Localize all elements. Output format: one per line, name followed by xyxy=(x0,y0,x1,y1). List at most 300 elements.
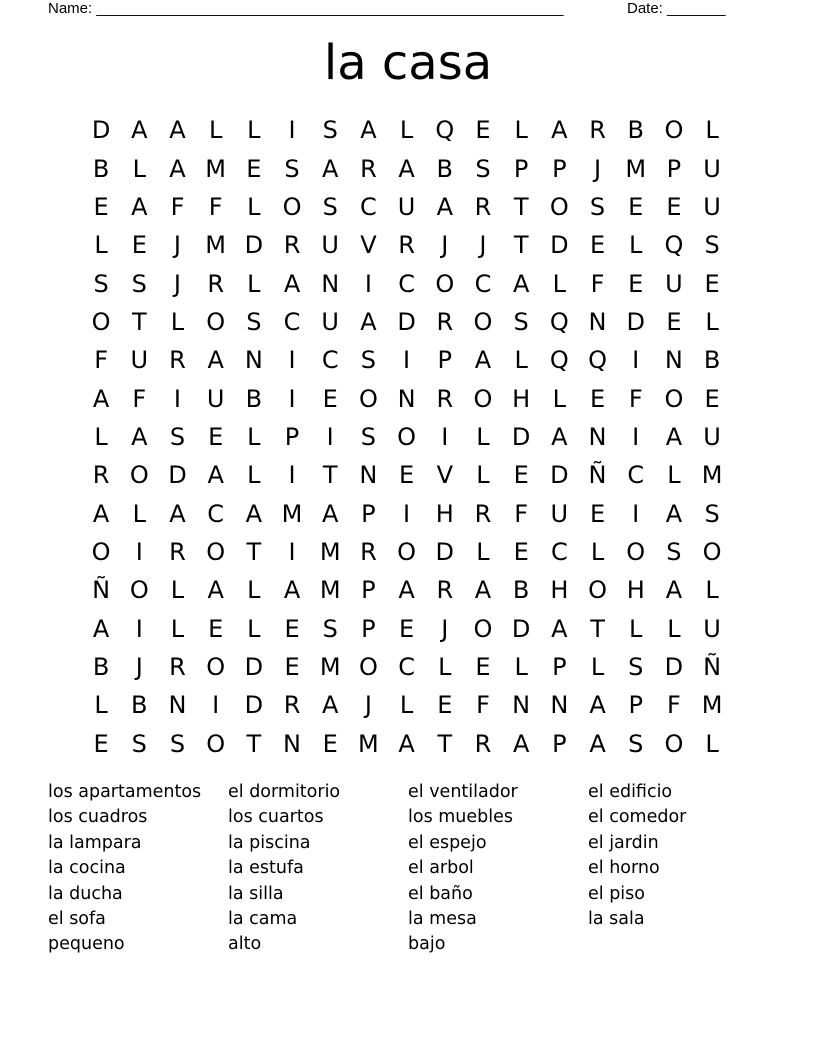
grid-letter[interactable]: B xyxy=(436,154,454,183)
grid-letter[interactable]: I xyxy=(632,346,640,375)
grid-letter[interactable]: E xyxy=(475,652,491,681)
grid-letter[interactable]: P xyxy=(628,691,643,720)
grid-letter[interactable]: A xyxy=(551,614,568,643)
grid-letter[interactable]: Ñ xyxy=(92,576,111,605)
grid-letter[interactable]: S xyxy=(628,652,644,681)
grid-letter[interactable]: R xyxy=(169,652,186,681)
grid-letter[interactable]: T xyxy=(513,192,529,221)
grid-letter[interactable]: T xyxy=(513,231,529,260)
grid-letter[interactable]: N xyxy=(283,729,301,758)
grid-letter[interactable]: F xyxy=(170,192,185,221)
grid-letter[interactable]: M xyxy=(319,652,341,681)
grid-letter[interactable]: E xyxy=(589,499,606,528)
grid-letter[interactable]: E xyxy=(399,461,415,490)
grid-letter[interactable]: F xyxy=(628,384,643,413)
grid-letter[interactable]: A xyxy=(398,154,415,183)
grid-letter[interactable]: J xyxy=(479,231,487,260)
grid-letter[interactable]: S xyxy=(704,231,720,260)
grid-letter[interactable]: A xyxy=(398,576,415,605)
word-bank-item: la cama xyxy=(228,908,298,929)
grid-letter[interactable]: D xyxy=(397,307,416,336)
grid-letter[interactable]: C xyxy=(321,346,339,375)
grid-letter[interactable]: E xyxy=(437,691,453,720)
grid-letter[interactable]: E xyxy=(246,154,262,183)
grid-letter[interactable]: E xyxy=(208,614,224,643)
grid-letter[interactable]: O xyxy=(91,537,111,566)
grid-letter[interactable]: O xyxy=(473,307,493,336)
grid-letter[interactable]: A xyxy=(551,116,568,145)
grid-letter[interactable]: O xyxy=(206,652,226,681)
grid-letter[interactable]: I xyxy=(632,499,640,528)
grid-letter[interactable]: N xyxy=(588,307,607,336)
grid-letter[interactable]: A xyxy=(360,116,377,145)
grid-letter[interactable]: A xyxy=(322,154,339,183)
grid-letter[interactable]: I xyxy=(364,269,372,298)
grid-letter[interactable]: L xyxy=(476,461,490,490)
grid-letter[interactable]: P xyxy=(437,346,453,375)
grid-letter[interactable]: E xyxy=(589,231,606,260)
grid-letter[interactable]: A xyxy=(665,422,683,451)
grid-letter[interactable]: I xyxy=(288,461,296,490)
grid-letter[interactable]: I xyxy=(632,422,640,451)
grid-letter[interactable]: L xyxy=(247,614,261,643)
grid-letter[interactable]: S xyxy=(666,537,682,566)
grid-letter[interactable]: L xyxy=(705,576,719,605)
grid-letter[interactable]: E xyxy=(475,116,491,145)
grid-letter[interactable]: A xyxy=(512,729,530,758)
grid-letter[interactable]: S xyxy=(169,422,186,451)
grid-letter[interactable]: I xyxy=(212,691,220,720)
grid-letter[interactable]: D xyxy=(511,422,531,451)
grid-letter[interactable]: C xyxy=(360,192,377,221)
grid-letter[interactable]: O xyxy=(91,307,111,336)
grid-letter[interactable]: Q xyxy=(588,346,607,375)
grid-letter[interactable]: U xyxy=(397,192,416,221)
grid-letter[interactable]: I xyxy=(288,537,296,566)
grid-letter[interactable]: M xyxy=(701,691,723,720)
date-field-label[interactable]: Date: _______ xyxy=(627,0,726,17)
grid-letter[interactable]: E xyxy=(628,192,644,221)
grid-letter[interactable]: L xyxy=(94,422,108,451)
grid-letter[interactable]: R xyxy=(589,116,606,145)
grid-letter[interactable]: H xyxy=(550,576,569,605)
grid-letter[interactable]: R xyxy=(436,576,454,605)
grid-letter[interactable]: A xyxy=(169,116,186,145)
grid-letter[interactable]: J xyxy=(135,652,143,681)
grid-letter[interactable]: N xyxy=(512,691,531,720)
grid-letter[interactable]: A xyxy=(512,269,530,298)
grid-letter[interactable]: A xyxy=(322,691,339,720)
grid-letter[interactable]: T xyxy=(246,537,262,566)
grid-letter[interactable]: R xyxy=(92,461,110,490)
grid-letter[interactable]: A xyxy=(551,422,568,451)
grid-letter[interactable]: N xyxy=(588,422,607,451)
grid-letter[interactable]: O xyxy=(358,652,378,681)
grid-letter[interactable]: R xyxy=(474,192,492,221)
grid-letter[interactable]: U xyxy=(206,384,225,413)
grid-letter[interactable]: J xyxy=(173,269,181,298)
grid-letter[interactable]: L xyxy=(247,576,261,605)
grid-letter[interactable]: N xyxy=(168,691,187,720)
grid-letter[interactable]: L xyxy=(247,269,261,298)
grid-letter[interactable]: L xyxy=(94,691,108,720)
grid-letter[interactable]: L xyxy=(514,652,528,681)
grid-letter[interactable]: A xyxy=(169,499,186,528)
grid-letter[interactable]: P xyxy=(284,422,300,451)
word-bank-item: los apartamentos xyxy=(48,782,202,802)
grid-letter[interactable]: O xyxy=(206,537,226,566)
word-bank-item: los cuadros xyxy=(48,807,148,828)
grid-letter[interactable]: L xyxy=(590,537,605,566)
grid-letter[interactable]: M xyxy=(281,499,303,528)
grid-letter[interactable]: A xyxy=(283,269,301,298)
grid-letter[interactable]: U xyxy=(130,346,149,375)
grid-letter[interactable]: U xyxy=(321,231,339,260)
grid-letter[interactable]: O xyxy=(129,461,149,490)
grid-letter[interactable]: O xyxy=(397,422,417,451)
grid-letter[interactable]: O xyxy=(206,729,226,758)
grid-letter[interactable]: M xyxy=(319,576,341,605)
grid-letter[interactable]: C xyxy=(283,307,301,336)
grid-letter[interactable]: J xyxy=(593,154,602,183)
grid-letter[interactable]: D xyxy=(91,116,111,145)
grid-letter[interactable]: U xyxy=(703,192,721,221)
grid-letter[interactable]: E xyxy=(284,614,300,643)
grid-letter[interactable]: D xyxy=(626,307,645,336)
grid-letter[interactable]: E xyxy=(208,422,224,451)
grid-letter[interactable]: N xyxy=(664,346,683,375)
grid-letter[interactable]: R xyxy=(169,537,186,566)
grid-letter[interactable]: I xyxy=(288,384,296,413)
grid-letter[interactable]: O xyxy=(473,384,493,413)
grid-letter[interactable]: A xyxy=(474,346,492,375)
grid-letter[interactable]: U xyxy=(703,614,721,643)
grid-letter[interactable]: L xyxy=(552,384,567,413)
grid-letter[interactable]: M xyxy=(625,154,647,183)
grid-letter[interactable]: L xyxy=(629,614,643,643)
grid-letter[interactable]: I xyxy=(173,384,181,413)
grid-letter[interactable]: A xyxy=(436,192,453,221)
grid-letter[interactable]: S xyxy=(704,499,720,528)
grid-letter[interactable]: L xyxy=(170,614,185,643)
grid-letter[interactable]: O xyxy=(282,192,302,221)
grid-letter[interactable]: E xyxy=(704,384,720,413)
grid-letter[interactable]: L xyxy=(247,422,261,451)
grid-letter[interactable]: E xyxy=(666,307,682,336)
grid-letter[interactable]: J xyxy=(441,231,449,260)
grid-letter[interactable]: O xyxy=(358,384,378,413)
grid-letter[interactable]: D xyxy=(435,537,455,566)
grid-letter[interactable]: A xyxy=(665,576,683,605)
grid-letter[interactable]: S xyxy=(513,307,529,336)
grid-letter[interactable]: R xyxy=(169,346,186,375)
grid-letter[interactable]: U xyxy=(321,307,339,336)
grid-letter[interactable]: A xyxy=(131,192,148,221)
grid-letter[interactable]: S xyxy=(322,614,338,643)
grid-letter[interactable]: A xyxy=(245,499,263,528)
grid-letter[interactable]: P xyxy=(552,652,567,681)
grid-letter[interactable]: D xyxy=(244,691,264,720)
grid-letter[interactable]: A xyxy=(207,576,224,605)
grid-letter[interactable]: S xyxy=(628,729,644,758)
grid-letter[interactable]: A xyxy=(131,116,148,145)
grid-letter[interactable]: O xyxy=(626,537,646,566)
grid-letter[interactable]: M xyxy=(701,461,723,490)
grid-letter[interactable]: A xyxy=(169,154,186,183)
grid-letter[interactable]: I xyxy=(288,346,296,375)
grid-letter[interactable]: O xyxy=(588,576,607,605)
grid-letter[interactable]: A xyxy=(207,461,224,490)
grid-letter[interactable]: F xyxy=(514,499,529,528)
grid-letter[interactable]: A xyxy=(474,576,492,605)
grid-letter[interactable]: B xyxy=(92,652,110,681)
grid-letter[interactable]: O xyxy=(129,576,149,605)
grid-letter[interactable]: C xyxy=(398,269,415,298)
grid-letter[interactable]: L xyxy=(705,307,719,336)
grid-letter[interactable]: M xyxy=(358,729,379,758)
grid-letter[interactable]: S xyxy=(322,116,338,145)
grid-letter[interactable]: I xyxy=(441,422,449,451)
word-bank-item: el sofa xyxy=(48,908,106,929)
grid-letter[interactable]: A xyxy=(92,384,110,413)
grid-letter[interactable]: L xyxy=(705,116,719,145)
grid-letter[interactable]: I xyxy=(403,499,411,528)
grid-letter[interactable]: E xyxy=(322,729,338,758)
word-bank-item: el piso xyxy=(588,883,645,904)
grid-letter[interactable]: L xyxy=(132,154,146,183)
grid-letter[interactable]: O xyxy=(664,384,684,413)
grid-letter[interactable]: A xyxy=(360,307,377,336)
grid-letter[interactable]: F xyxy=(590,269,605,298)
grid-letter[interactable]: N xyxy=(359,461,378,490)
grid-letter[interactable]: T xyxy=(246,729,262,758)
grid-letter[interactable]: R xyxy=(474,729,492,758)
grid-letter[interactable]: O xyxy=(549,192,569,221)
grid-letter[interactable]: L xyxy=(667,614,681,643)
word-bank-item: el espejo xyxy=(408,832,487,853)
grid-letter[interactable]: P xyxy=(361,499,376,528)
grid-letter[interactable]: L xyxy=(590,652,605,681)
grid-letter[interactable]: M xyxy=(205,231,227,260)
grid-letter[interactable]: E xyxy=(628,269,644,298)
grid-letter[interactable]: S xyxy=(322,192,338,221)
grid-letter[interactable]: U xyxy=(703,154,721,183)
grid-letter[interactable]: D xyxy=(244,231,264,260)
grid-letter[interactable]: L xyxy=(170,576,185,605)
grid-letter[interactable]: B xyxy=(245,384,263,413)
grid-letter[interactable]: R xyxy=(283,691,301,720)
grid-letter[interactable]: S xyxy=(284,154,300,183)
grid-letter[interactable]: F xyxy=(132,384,147,413)
grid-letter[interactable]: S xyxy=(360,346,377,375)
grid-letter[interactable]: I xyxy=(326,422,334,451)
grid-letter[interactable]: R xyxy=(207,269,224,298)
grid-letter[interactable]: L xyxy=(476,422,490,451)
grid-letter[interactable]: R xyxy=(283,231,301,260)
grid-letter[interactable]: I xyxy=(135,614,143,643)
grid-letter[interactable]: R xyxy=(474,499,492,528)
grid-letter[interactable]: I xyxy=(135,537,143,566)
grid-letter[interactable]: B xyxy=(131,691,148,720)
grid-letter[interactable]: L xyxy=(514,346,528,375)
grid-letter[interactable]: M xyxy=(319,537,341,566)
grid-letter[interactable]: V xyxy=(436,461,453,490)
grid-letter[interactable]: L xyxy=(208,116,223,145)
grid-letter[interactable]: C xyxy=(398,652,415,681)
grid-letter[interactable]: E xyxy=(513,461,529,490)
grid-letter[interactable]: P xyxy=(666,154,682,183)
grid-letter[interactable]: A xyxy=(589,691,606,720)
grid-letter[interactable]: E xyxy=(131,231,147,260)
grid-letter[interactable]: F xyxy=(208,192,223,221)
grid-letter[interactable]: L xyxy=(667,461,681,490)
grid-letter[interactable]: R xyxy=(360,537,377,566)
letter-grid xyxy=(82,111,731,763)
grid-letter[interactable]: S xyxy=(246,307,262,336)
grid-letter[interactable]: D xyxy=(511,614,531,643)
grid-letter[interactable]: A xyxy=(92,499,110,528)
grid-letter[interactable]: N xyxy=(321,269,340,298)
grid-letter[interactable]: A xyxy=(92,614,110,643)
grid-letter[interactable]: D xyxy=(664,652,684,681)
grid-letter[interactable]: Q xyxy=(664,231,684,260)
grid-letter[interactable]: O xyxy=(206,307,226,336)
grid-letter[interactable]: E xyxy=(704,269,720,298)
grid-letter[interactable]: A xyxy=(322,499,339,528)
grid-letter[interactable]: Q xyxy=(549,346,569,375)
grid-letter[interactable]: A xyxy=(283,576,301,605)
grid-letter[interactable]: T xyxy=(322,461,338,490)
grid-letter[interactable]: E xyxy=(513,537,529,566)
name-field-label[interactable]: Name: ________________________________________________________ xyxy=(48,0,564,17)
grid-letter[interactable]: P xyxy=(552,729,567,758)
grid-letter[interactable]: S xyxy=(360,422,377,451)
grid-letter[interactable]: D xyxy=(550,461,569,490)
grid-letter[interactable]: D xyxy=(244,652,264,681)
grid-letter[interactable]: M xyxy=(205,154,227,183)
grid-letter[interactable]: L xyxy=(399,116,414,145)
grid-letter[interactable]: O xyxy=(473,614,493,643)
grid-letter[interactable]: L xyxy=(247,461,261,490)
grid-letter[interactable]: I xyxy=(288,116,296,145)
grid-letter[interactable]: J xyxy=(441,614,449,643)
grid-letter[interactable]: J xyxy=(364,691,372,720)
grid-letter[interactable]: L xyxy=(132,499,146,528)
grid-letter[interactable]: S xyxy=(93,269,109,298)
grid-letter[interactable]: S xyxy=(169,729,186,758)
grid-letter[interactable]: L xyxy=(247,116,261,145)
grid-letter[interactable]: B xyxy=(627,116,644,145)
grid-letter[interactable]: A xyxy=(398,729,415,758)
grid-letter[interactable]: P xyxy=(361,576,376,605)
grid-letter[interactable]: R xyxy=(398,231,415,260)
grid-letter[interactable]: R xyxy=(436,384,454,413)
grid-letter[interactable]: V xyxy=(360,231,377,260)
grid-letter[interactable]: H xyxy=(512,384,531,413)
grid-letter[interactable]: E xyxy=(589,384,606,413)
grid-letter[interactable]: B xyxy=(92,154,110,183)
grid-letter[interactable]: E xyxy=(93,729,109,758)
grid-letter[interactable]: J xyxy=(173,231,181,260)
grid-letter[interactable]: P xyxy=(513,154,529,183)
grid-letter[interactable]: L xyxy=(514,116,528,145)
grid-letter[interactable]: O xyxy=(435,269,455,298)
grid-letter[interactable]: B xyxy=(703,346,721,375)
grid-letter[interactable]: A xyxy=(131,422,148,451)
grid-letter[interactable]: O xyxy=(397,537,417,566)
grid-letter[interactable]: C xyxy=(627,461,645,490)
grid-letter[interactable]: T xyxy=(437,729,453,758)
grid-letter[interactable]: F xyxy=(667,691,681,720)
grid-letter[interactable]: E xyxy=(284,652,300,681)
grid-letter[interactable]: I xyxy=(403,346,411,375)
grid-letter[interactable]: L xyxy=(247,192,261,221)
grid-letter[interactable]: O xyxy=(664,116,684,145)
grid-letter[interactable]: D xyxy=(550,231,569,260)
grid-letter[interactable]: S xyxy=(131,269,147,298)
grid-letter[interactable]: C xyxy=(474,269,492,298)
grid-letter[interactable]: Q xyxy=(549,307,569,336)
grid-letter[interactable]: R xyxy=(360,154,377,183)
grid-letter[interactable]: N xyxy=(550,691,569,720)
grid-letter[interactable]: S xyxy=(475,154,491,183)
grid-letter[interactable]: S xyxy=(589,192,606,221)
grid-letter[interactable]: E xyxy=(322,384,338,413)
grid-letter[interactable]: A xyxy=(665,499,683,528)
grid-letter[interactable]: C xyxy=(550,537,568,566)
grid-letter[interactable]: E xyxy=(666,192,682,221)
grid-letter[interactable]: L xyxy=(629,231,643,260)
grid-letter[interactable]: L xyxy=(399,691,414,720)
grid-letter[interactable]: U xyxy=(665,269,683,298)
grid-letter[interactable]: H xyxy=(626,576,645,605)
grid-letter[interactable]: Q xyxy=(435,116,455,145)
grid-letter[interactable]: L xyxy=(438,652,452,681)
word-bank-item: la silla xyxy=(228,883,284,904)
grid-letter[interactable]: R xyxy=(436,307,454,336)
grid-letter[interactable]: H xyxy=(435,499,454,528)
word-bank-item: la sala xyxy=(588,908,645,929)
grid-letter[interactable]: O xyxy=(664,729,684,758)
grid-letter[interactable]: F xyxy=(476,691,490,720)
grid-letter[interactable]: A xyxy=(207,346,224,375)
grid-letter[interactable]: T xyxy=(131,307,147,336)
grid-letter[interactable]: S xyxy=(131,729,147,758)
grid-letter[interactable]: L xyxy=(552,269,567,298)
grid-letter[interactable]: D xyxy=(168,461,187,490)
grid-letter[interactable]: F xyxy=(94,346,108,375)
grid-letter[interactable]: T xyxy=(590,614,605,643)
grid-letter[interactable]: C xyxy=(207,499,225,528)
grid-letter[interactable]: A xyxy=(589,729,606,758)
grid-letter[interactable]: O xyxy=(702,537,722,566)
grid-letter[interactable]: U xyxy=(550,499,569,528)
grid-letter[interactable]: L xyxy=(705,729,719,758)
grid-letter[interactable]: B xyxy=(512,576,530,605)
grid-letter[interactable]: U xyxy=(703,422,721,451)
grid-letter[interactable]: L xyxy=(170,307,185,336)
grid-letter[interactable]: Ñ xyxy=(588,461,607,490)
grid-letter[interactable]: N xyxy=(397,384,416,413)
grid-letter[interactable]: N xyxy=(244,346,263,375)
grid-letter[interactable]: Ñ xyxy=(703,652,722,681)
grid-letter[interactable]: P xyxy=(361,614,376,643)
grid-letter[interactable]: P xyxy=(552,154,567,183)
grid-letter[interactable]: L xyxy=(476,537,490,566)
grid-letter[interactable]: E xyxy=(399,614,415,643)
grid-letter[interactable]: E xyxy=(93,192,109,221)
grid-letter[interactable]: L xyxy=(94,231,108,260)
